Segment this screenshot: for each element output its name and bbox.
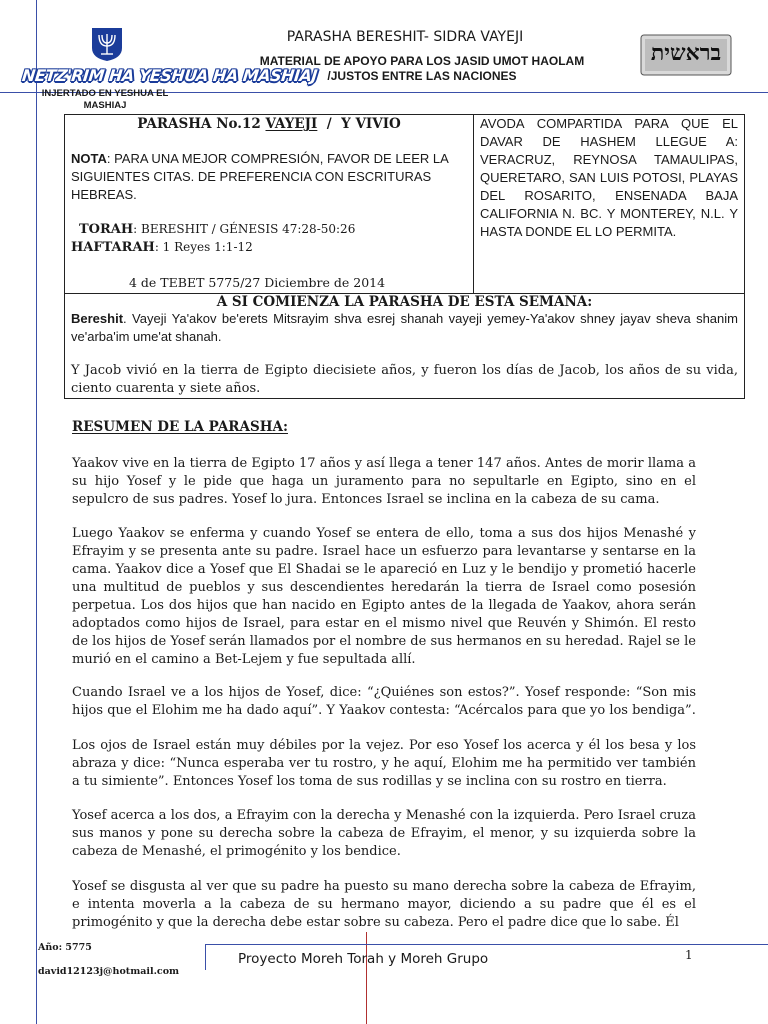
parasha-opening-cell bbox=[65, 294, 745, 399]
subtitle-line-1: MATERIAL DE APOYO PARA LOS JASID UMOT HAOLAM bbox=[259, 54, 585, 68]
summary-heading-text: RESUMEN DE LA PARASHA: bbox=[72, 419, 288, 435]
parasha-heading bbox=[71, 116, 467, 132]
distribution-text: AVODA COMPARTIDA PARA QUE EL DAVAR DE HASHEM LLEGUE A: VERACRUZ, REYNOSA TAMAULIPAS, QUERETARO, SAN LUIS POTOSI, PLAYAS DEL ROSARITO, ENSENADA BAJA CALIFORNIA N. BC. Y MONTEREY, N.L. Y HASTA DONDE EL LO PERMITA. bbox=[480, 116, 738, 239]
haftarah-text: : 1 Reyes 1:1-12 bbox=[154, 240, 253, 254]
summary-paragraph-2: Luego Yaakov se enferma y cuando Yosef se entera de ello, toma a sus dos hijos Menashé y Efrayim y se presenta ante su padre. Israel hace un esfuerzo para levantarse y sentarse en la cama. Yaakov dice a Yosef que El Shadai se le apareció en Luz y le bendijo y prometió hacerle una multitud de pueblos y sus descendientes heredarán la tierra de Israel como posesión perpetua. Los dos hijos que han nacido en Egipto antes de la llegada de Yaakov, ahora serán adoptados como hijos de Israel, para estar en el mismo nivel que Reuvén y Shimón. El resto de los hijos de Yosef serán llamados por el nombre de sus hermanos en su heredad. Rajel se le murió en el camino a Bet-Lejem y fue sepultada allí. bbox=[72, 526, 696, 667]
torah-line bbox=[71, 220, 467, 239]
nota-paragraph bbox=[71, 150, 467, 204]
footer-divider-vertical bbox=[366, 932, 367, 1024]
distribution-cell bbox=[474, 115, 745, 294]
haftarah-line bbox=[71, 239, 467, 256]
footer-rule bbox=[205, 944, 768, 945]
summary-paragraph-4: Los ojos de Israel están muy débiles por la vejez. Por eso Yosef los acerca y él los besa y los abraza y dice: “Nunca esperaba ver tu rostro, y he aquí, Elohim me ha permitido ver también a tu simiente”. Entonces Yosef los toma de sus rodillas y se inclina con su rostro en tierra. bbox=[72, 738, 696, 789]
nota-text: : PARA UNA MEJOR COMPRESIÓN, FAVOR DE LEER LA SIGUIENTES CITAS. DE PREFERENCIA CON ESCRITURAS HEBREAS. bbox=[71, 151, 449, 202]
translation-paragraph: Y Jacob vivió en la tierra de Egipto diecisiete años, y fueron los días de Jacob, los años de su vida, ciento cuarenta y siete años. bbox=[71, 363, 738, 396]
nota-label: NOTA bbox=[71, 151, 107, 166]
haftarah-label: HAFTARAH bbox=[71, 240, 155, 255]
footer-project: Proyecto Moreh Torah y Moreh Grupo bbox=[238, 951, 489, 967]
logo-subtitle: INJERTADO EN YESHUA EL MASHIAJ bbox=[41, 88, 169, 111]
footer-year: Año: 5775 bbox=[38, 942, 92, 953]
subtitle-line-2: /JUSTOS ENTRE LAS NACIONES bbox=[327, 69, 517, 83]
summary-heading bbox=[72, 418, 696, 436]
parasha-number: PARASHA No.12 bbox=[137, 116, 261, 132]
transliteration-paragraph bbox=[71, 310, 738, 346]
summary-paragraph-1: Yaakov vive en la tierra de Egipto 17 años y así llega a tener 147 años. Antes de morir llama a su hijo Yosef y le pide que haga un juramento para no sepultarle en Egipto, sino en el sepulcro de sus padres. Yosef lo jura. Entonces Israel se inclina en la cabeza de su cama. bbox=[72, 456, 696, 507]
summary-paragraph-5: Yosef acerca a los dos, a Efrayim con la derecha y Menashé con la izquierda. Pero Israel cruza sus manos y pone su derecha sobre la cabeza de Efrayim, el menor, y su izquierda sobre la cabeza de Menashé, el primogénito y los bendice. bbox=[72, 808, 696, 859]
footer-email[interactable]: david12123j@hotmail.com bbox=[38, 966, 180, 977]
logo-wordmark: NETZ'RIM HA YESHUA HA MASHIAJ bbox=[21, 66, 318, 85]
footer-left-tick bbox=[205, 944, 206, 970]
menorah-emblem-icon bbox=[90, 26, 124, 62]
page-title: PARASHA BERESHIT- SIDRA VAYEJI bbox=[286, 29, 524, 45]
torah-label: TORAH bbox=[79, 222, 134, 237]
page-subtitle bbox=[222, 54, 622, 84]
parasha-date: 4 de TEBET 5775/27 Diciembre de 2014 bbox=[129, 275, 386, 290]
left-margin-rule bbox=[36, 0, 37, 1024]
summary-paragraph-3: Cuando Israel ve a los hijos de Yosef, dice: “¿Quiénes son estos?”. Yosef responde: “Son mis hijos que el Elohim me ha dado aquí”. Y Yaakov contesta: “Acércalos para que yo los bendiga”. bbox=[72, 685, 696, 718]
parasha-details-cell bbox=[65, 115, 474, 294]
parasha-name: VAYEJI bbox=[265, 116, 318, 132]
parasha-meaning: Y VIVIO bbox=[341, 116, 401, 132]
summary-paragraph-6: Yosef se disgusta al ver que su padre ha puesto su mano derecha sobre la cabeza de Efrayim, e intenta moverla a la cabeza de su hermano mayor, diciendo a su padre que él es el primogénito y que la derecha debe estar sobre su cabeza. Pero el padre dice que lo sabe. Él bbox=[72, 879, 696, 930]
opening-heading: A SI COMIENZA LA PARASHA DE ESTA SEMANA: bbox=[216, 294, 593, 310]
bereshit-label: Bereshit bbox=[71, 311, 124, 326]
torah-text: : BERESHIT / GÉNESIS 47:28-50:26 bbox=[133, 222, 356, 236]
parasha-separator: / bbox=[326, 116, 332, 132]
parasha-info-box bbox=[64, 114, 745, 399]
page-number: 1 bbox=[685, 948, 693, 962]
hebrew-title: בראשית bbox=[650, 40, 722, 66]
hebrew-title-badge bbox=[640, 34, 732, 76]
transliteration-text: . Vayeji Ya'akov be'erets Mitsrayim shva esrej shanah vayeji yemey-Ya'akov shney jayav sheva shanim ve'arba'im ume'at shanah. bbox=[71, 311, 738, 344]
